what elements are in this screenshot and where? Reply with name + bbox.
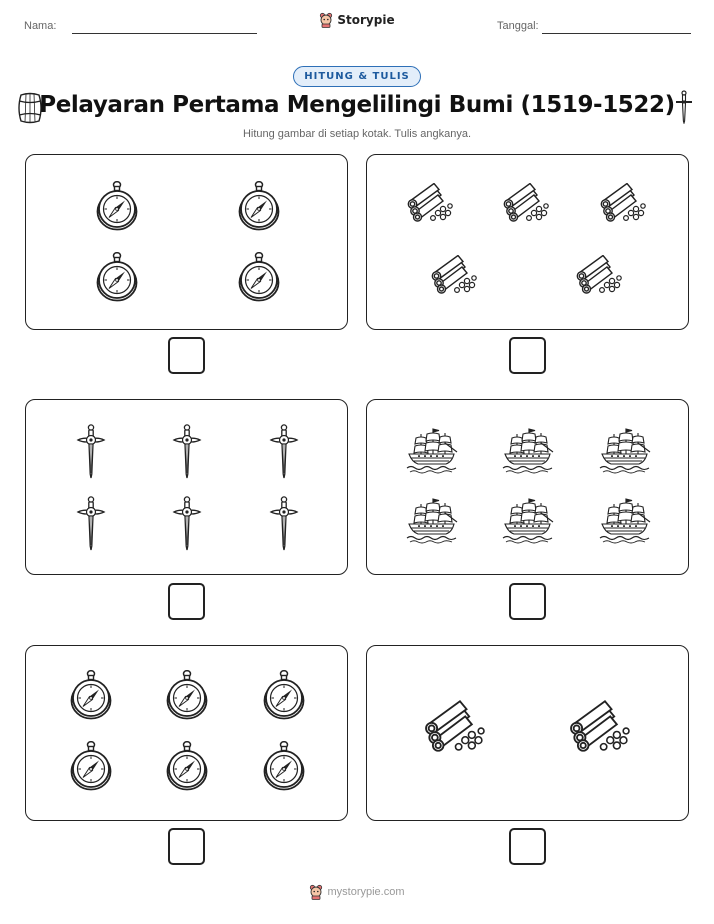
panel-4-pictures xyxy=(367,400,690,576)
date-label: Tanggal: xyxy=(497,20,539,32)
compass-icon xyxy=(72,742,111,790)
counting-panel-1 xyxy=(25,154,348,330)
galleon-ship-icon xyxy=(503,429,553,473)
counting-panel-2 xyxy=(366,154,689,330)
sword-icon xyxy=(174,425,200,478)
compass-icon xyxy=(168,742,207,790)
storypie-mascot-icon xyxy=(309,884,323,900)
sword-icon xyxy=(174,497,200,550)
answer-box-6[interactable] xyxy=(509,828,546,865)
cinnamon-bundle-icon xyxy=(408,184,452,222)
activity-badge: HITUNG & TULIS xyxy=(293,66,421,87)
counting-panel-6 xyxy=(366,645,689,821)
cinnamon-bundle-icon xyxy=(432,256,476,294)
cinnamon-bundle-icon xyxy=(571,701,629,751)
footer-url[interactable]: mystorypie.com xyxy=(327,886,405,898)
compass-icon xyxy=(72,671,111,719)
answer-box-5[interactable] xyxy=(168,828,205,865)
galleon-ship-icon xyxy=(600,499,650,543)
answer-box-2[interactable] xyxy=(509,337,546,374)
panel-5-pictures xyxy=(26,646,349,822)
compass-icon xyxy=(98,182,137,230)
sword-icon xyxy=(271,497,297,550)
cinnamon-bundle-icon xyxy=(504,184,548,222)
answer-box-1[interactable] xyxy=(168,337,205,374)
panel-1-pictures xyxy=(26,155,349,331)
instructions: Hitung gambar di setiap kotak. Tulis angkanya. xyxy=(242,128,472,140)
galleon-ship-icon xyxy=(407,499,457,543)
compass-icon xyxy=(265,742,304,790)
galleon-ship-icon xyxy=(503,499,553,543)
compass-icon xyxy=(98,253,137,301)
name-label: Nama: xyxy=(24,20,57,32)
answer-box-3[interactable] xyxy=(168,583,205,620)
panel-6-pictures xyxy=(367,646,690,822)
panel-3-pictures xyxy=(26,400,349,576)
footer xyxy=(0,884,714,900)
counting-panel-4 xyxy=(366,399,689,575)
compass-icon xyxy=(240,182,279,230)
title-sword-icon xyxy=(674,90,694,124)
counting-panel-5 xyxy=(25,645,348,821)
brand-name: Storypie xyxy=(337,13,395,27)
sword-icon xyxy=(78,425,104,478)
page-title: Pelayaran Pertama Mengelilingi Bumi (1519-1522) xyxy=(39,92,675,118)
sword-icon xyxy=(78,497,104,550)
compass-icon xyxy=(240,253,279,301)
date-line[interactable] xyxy=(542,33,691,34)
compass-icon xyxy=(265,671,304,719)
galleon-ship-icon xyxy=(407,429,457,473)
storypie-mascot-icon xyxy=(319,12,333,28)
cinnamon-bundle-icon xyxy=(577,256,621,294)
compass-icon xyxy=(168,671,207,719)
counting-panel-3 xyxy=(25,399,348,575)
brand-logo xyxy=(0,12,714,28)
name-line[interactable] xyxy=(72,33,257,34)
galleon-ship-icon xyxy=(600,429,650,473)
cinnamon-bundle-icon xyxy=(426,701,484,751)
cinnamon-bundle-icon xyxy=(601,184,645,222)
answer-box-4[interactable] xyxy=(509,583,546,620)
sword-icon xyxy=(271,425,297,478)
panel-2-pictures xyxy=(367,155,690,331)
